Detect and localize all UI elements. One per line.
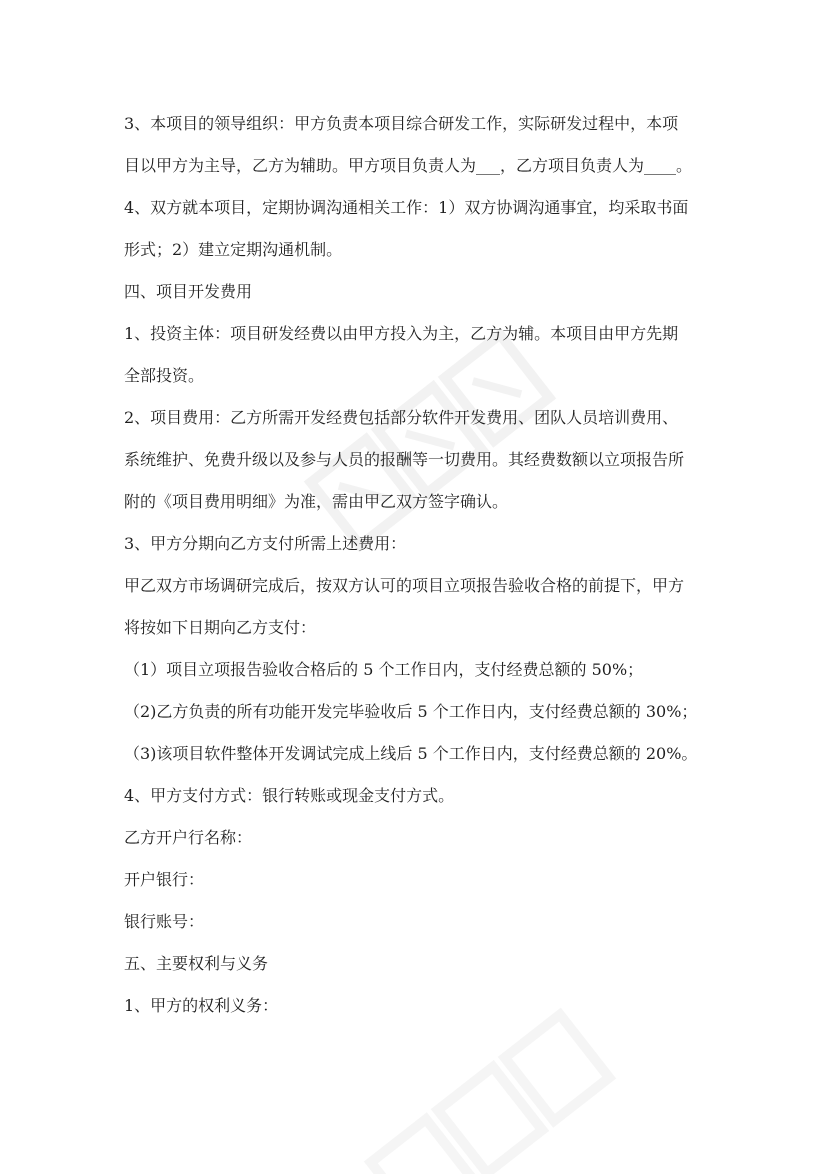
paragraph-payment-condition-line-1: 甲乙双方市场调研完成后，按双方认可的项目立项报告验收合格的前提下，甲方 — [124, 576, 685, 595]
paragraph-3-leadership-line-2: 目以甲方为主导，乙方为辅助。甲方项目负责人为___，乙方项目负责人为____。 — [124, 156, 693, 175]
bank-name-label: 开户银行： — [124, 870, 205, 889]
paragraph-1-party-a-rights: 1、甲方的权利义务： — [124, 996, 279, 1015]
paragraph-3-payment-heading: 3、甲方分期向乙方支付所需上述费用： — [124, 534, 407, 553]
paragraph-1-investment-line-1: 1、投资主体：项目研发经费以由甲方投入为主，乙方为辅。本项目由甲方先期 — [124, 324, 679, 343]
payment-item-2: （2)乙方负责的所有功能开发完毕验收后 5 个工作日内，支付经费总额的 30%； — [124, 702, 698, 721]
section-heading-4-project-costs: 四、项目开发费用 — [124, 282, 253, 301]
bank-account-name-label: 乙方开户行名称： — [124, 828, 253, 847]
paragraph-3-leadership-line-1: 3、本项目的领导组织：甲方负责本项目综合研发工作，实际研发过程中，本项 — [124, 114, 679, 133]
paragraph-2-costs-line-1: 2、项目费用：乙方所需开发经费包括部分软件开发费用、团队人员培训费用、 — [124, 408, 679, 427]
paragraph-4-payment-method: 4、甲方支付方式：银行转账或现金支付方式。 — [124, 786, 455, 805]
paragraph-4-communication-line-1: 4、双方就本项目，定期协调沟通相关工作：1）双方协调沟通事宜，均采取书面 — [124, 198, 689, 217]
paragraph-2-costs-line-3: 附的《项目费用明细》为准，需由甲乙双方签字确认。 — [124, 492, 509, 511]
paragraph-2-costs-line-2: 系统维护、免费升级以及参与人员的报酬等一切费用。其经费数额以立项报告所 — [124, 450, 685, 469]
section-heading-5-rights-obligations: 五、主要权利与义务 — [124, 954, 269, 973]
bank-account-number-label: 银行账号： — [124, 912, 205, 931]
paragraph-4-communication-line-2: 形式；2）建立定期沟通机制。 — [124, 240, 343, 259]
payment-item-3: （3)该项目软件整体开发调试完成上线后 5 个工作日内，支付经费总额的 20%。 — [124, 744, 698, 763]
paragraph-payment-condition-line-2: 将按如下日期向乙方支付： — [124, 618, 317, 637]
document-body — [124, 108, 708, 1032]
paragraph-1-investment-line-2: 全部投资。 — [124, 366, 205, 385]
payment-item-1: （1）项目立项报告验收合格后的 5 个工作日内，支付经费总额的 50%； — [124, 660, 644, 679]
